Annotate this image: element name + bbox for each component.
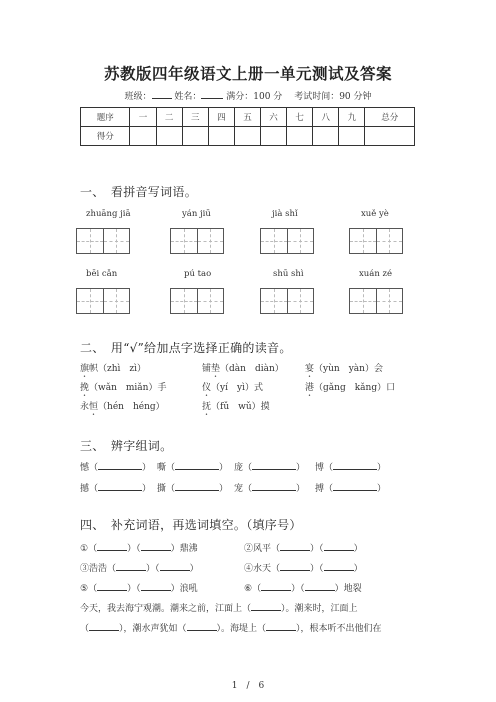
score-header-cell: 题序 — [81, 108, 130, 127]
score-cell[interactable] — [339, 127, 365, 146]
pinyin-label: bēi cǎn — [86, 269, 118, 279]
score-header-cell: 九 — [339, 108, 365, 127]
writing-grid[interactable] — [76, 288, 130, 314]
page-number: 1 / 6 — [231, 681, 265, 691]
score-cell[interactable] — [130, 127, 156, 146]
word-building-item[interactable]: 宠（ ） — [234, 481, 305, 494]
writing-grid[interactable] — [170, 288, 224, 314]
writing-grid[interactable] — [349, 288, 403, 314]
class-label: 班级： — [124, 92, 152, 102]
section-3-heading: 三、 辨字组词。 — [80, 439, 173, 453]
score-header-cell: 七 — [287, 108, 313, 127]
score-table — [80, 107, 415, 146]
score-header-cell: 总分 — [365, 108, 415, 127]
writing-grid[interactable] — [260, 288, 314, 314]
pinyin-label: yán jiū — [182, 209, 211, 219]
name-blank — [201, 89, 223, 99]
word-building-item[interactable]: 憾（ ） — [80, 460, 151, 473]
score-header-cell: 六 — [261, 108, 287, 127]
idiom-item[interactable]: ③浩浩（ ）（ ） — [80, 561, 199, 574]
pronunciation-item[interactable]: 永恒（hén héng） — [80, 402, 165, 412]
pinyin-label: shū shì — [273, 269, 304, 279]
page-title: 苏教版四年级语文上册一单元测试及答案 — [103, 64, 392, 83]
pronunciation-item[interactable]: 仪（yí yì）式 — [202, 383, 263, 393]
score-cell[interactable] — [287, 127, 313, 146]
pronunciation-item[interactable]: 挽（wǎn miǎn）手 — [80, 383, 167, 393]
score-header-cell: 八 — [313, 108, 339, 127]
writing-grid[interactable] — [76, 228, 130, 254]
pronunciation-item[interactable]: 抚（fǔ wǔ）摸 — [202, 402, 270, 412]
idiom-item[interactable]: ②风平（ ）（ ） — [244, 541, 363, 554]
writing-grid[interactable] — [349, 228, 403, 254]
word-building-item[interactable]: 撼（ ） — [80, 481, 151, 494]
pinyin-label: zhuāng jiā — [86, 209, 131, 219]
score-cell[interactable] — [261, 127, 287, 146]
score-cell[interactable] — [156, 127, 182, 146]
writing-grid[interactable] — [170, 228, 224, 254]
pronunciation-item[interactable]: 旗帜（zhì zì） — [80, 364, 147, 374]
score-cell[interactable] — [208, 127, 234, 146]
pronunciation-item[interactable]: 宴（yùn yàn）会 — [305, 364, 383, 374]
section-2-heading: 二、 用“√”给加点字选择正确的读音。 — [80, 341, 292, 355]
score-table-header-row — [81, 108, 415, 127]
score-cell[interactable] — [234, 127, 260, 146]
score-header-cell: 一 — [130, 108, 156, 127]
pinyin-label: jià shǐ — [272, 209, 298, 219]
score-cell[interactable] — [182, 127, 208, 146]
score-cell[interactable] — [365, 127, 415, 146]
idiom-item[interactable]: ⑤（ ）（ ）浪吼 — [80, 581, 198, 594]
word-building-item[interactable]: 搏（ ） — [315, 481, 386, 494]
writing-grid[interactable] — [260, 228, 314, 254]
score-header-cell: 三 — [182, 108, 208, 127]
fill-paragraph-line-1[interactable]: 今天，我去海宁观潮。潮来之前，江面上（ ）。潮来时，江面上 — [80, 601, 358, 614]
pinyin-label: xuě yè — [361, 209, 389, 219]
exam-time: 考试时间：90 分钟 — [294, 92, 372, 102]
idiom-item[interactable]: ⑥（ ）（ ）地裂 — [244, 581, 362, 594]
idiom-item[interactable]: ④水天（ ）（ ） — [244, 561, 363, 574]
exam-info — [0, 89, 496, 102]
pronunciation-item[interactable]: 港（gǎng kǎng）口 — [305, 383, 396, 393]
class-blank — [152, 89, 172, 99]
score-header-cell: 五 — [234, 108, 260, 127]
pinyin-label: pú tao — [184, 269, 212, 279]
score-cell[interactable] — [313, 127, 339, 146]
section-1-heading: 一、 看拼音写词语。 — [80, 185, 198, 199]
full-score: 满分：100 分 — [226, 92, 283, 102]
word-building-item[interactable]: 嘶（ ） — [157, 460, 228, 473]
name-label: 姓名： — [174, 92, 202, 102]
word-building-item[interactable]: 撕（ ） — [157, 481, 228, 494]
score-table-score-row — [81, 127, 415, 146]
word-building-item[interactable]: 庞（ ） — [234, 460, 305, 473]
score-header-cell: 四 — [208, 108, 234, 127]
fill-paragraph-line-2[interactable]: （ ），潮水声犹如（ ）。海堤上（ ），根本听不出他们在 — [80, 621, 382, 634]
pronunciation-item[interactable]: 铺垫（dàn diàn） — [202, 364, 284, 374]
score-row-label: 得分 — [81, 127, 130, 146]
word-building-item[interactable]: 博（ ） — [315, 460, 386, 473]
pinyin-label: xuán zé — [359, 269, 393, 279]
score-header-cell: 二 — [156, 108, 182, 127]
section-4-heading: 四、 补充词语，再选词填空。（填序号） — [80, 518, 302, 532]
idiom-item[interactable]: ①（ ）（ ）鼎沸 — [80, 541, 198, 554]
